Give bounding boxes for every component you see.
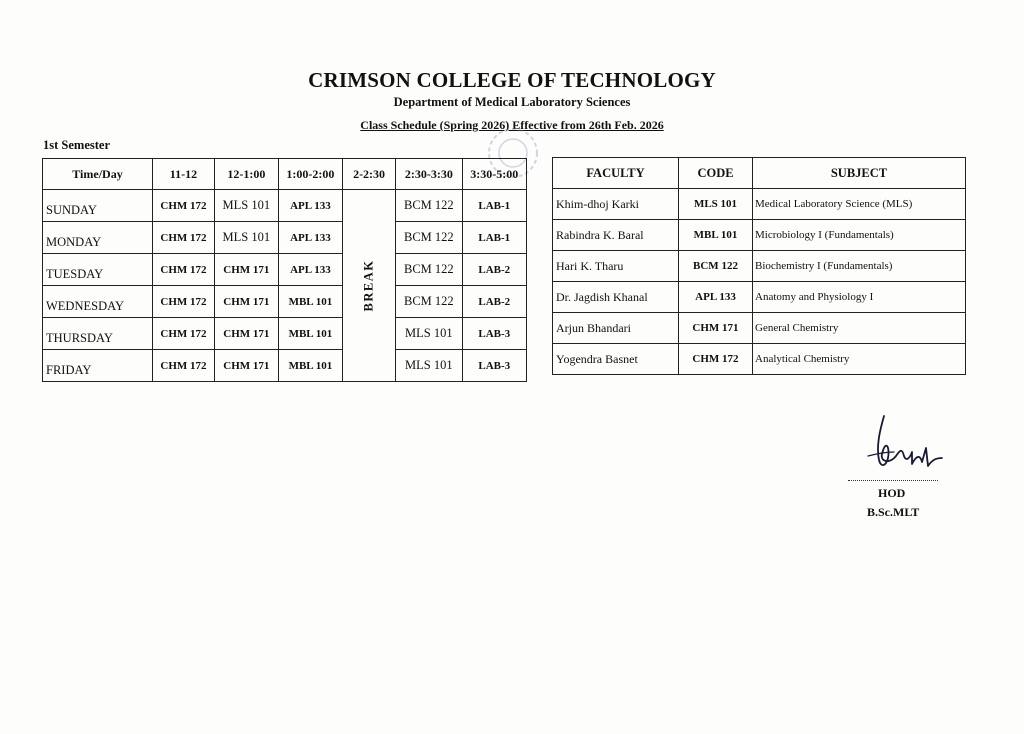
- table-row: [43, 350, 527, 382]
- slot-cell: LAB-2: [462, 286, 526, 318]
- slot-cell: CHM 171: [214, 350, 278, 382]
- slot-cell: CHM 172: [153, 286, 215, 318]
- slot-cell: MLS 101: [396, 350, 463, 382]
- slot-cell: MLS 101: [214, 222, 278, 254]
- day-cell: FRIDAY: [43, 350, 153, 382]
- header-slot-4: 2:30-3:30: [396, 159, 463, 190]
- faculty-cell: Arjun Bhandari: [553, 313, 679, 344]
- subject-cell: Biochemistry I (Fundamentals): [753, 251, 966, 282]
- code-cell: MLS 101: [679, 189, 753, 220]
- slot-cell: MBL 101: [278, 350, 342, 382]
- class-timetable: [42, 158, 527, 382]
- slot-cell: LAB-2: [462, 254, 526, 286]
- header-break: 2-2:30: [343, 159, 396, 190]
- code-cell: APL 133: [679, 282, 753, 313]
- slot-cell: CHM 172: [153, 318, 215, 350]
- program-label: B.Sc.MLT: [867, 505, 920, 519]
- slot-cell: MBL 101: [278, 286, 342, 318]
- hod-label: HOD: [878, 486, 906, 500]
- slot-cell: CHM 171: [214, 254, 278, 286]
- slot-cell: MLS 101: [396, 318, 463, 350]
- semester-label: 1st Semester: [43, 138, 110, 152]
- table-row: [43, 318, 527, 350]
- table-row: [553, 282, 966, 313]
- slot-cell: LAB-3: [462, 350, 526, 382]
- slot-cell: LAB-1: [462, 190, 526, 222]
- faculty-cell: Hari K. Tharu: [553, 251, 679, 282]
- slot-cell: BCM 122: [396, 190, 463, 222]
- slot-cell: LAB-3: [462, 318, 526, 350]
- faculty-cell: Khim-dhoj Karki: [553, 189, 679, 220]
- slot-cell: BCM 122: [396, 222, 463, 254]
- slot-cell: BCM 122: [396, 286, 463, 318]
- day-cell: WEDNESDAY: [43, 286, 153, 318]
- signature-icon: [846, 408, 956, 478]
- code-cell: CHM 172: [679, 344, 753, 375]
- department-name: Department of Medical Laboratory Sciences: [393, 95, 631, 109]
- slot-cell: CHM 171: [214, 318, 278, 350]
- slot-cell: LAB-1: [462, 222, 526, 254]
- subject-cell: Anatomy and Physiology I: [753, 282, 966, 313]
- day-cell: THURSDAY: [43, 318, 153, 350]
- header-slot-3: 1:00-2:00: [278, 159, 342, 190]
- day-cell: TUESDAY: [43, 254, 153, 286]
- table-row: [43, 286, 527, 318]
- subjects-header-row: [553, 158, 966, 189]
- subject-cell: General Chemistry: [753, 313, 966, 344]
- table-row: [43, 190, 527, 222]
- slot-cell: CHM 172: [153, 254, 215, 286]
- table-row: [553, 189, 966, 220]
- subject-cell: Medical Laboratory Science (MLS): [753, 189, 966, 220]
- slot-cell: APL 133: [278, 190, 342, 222]
- schedule-title: Class Schedule (Spring 2026) Effective from 26th Feb. 2026: [360, 118, 664, 132]
- break-label: BREAK: [361, 259, 376, 312]
- code-cell: BCM 122: [679, 251, 753, 282]
- institution-title: CRIMSON COLLEGE OF TECHNOLOGY: [308, 68, 716, 92]
- day-cell: SUNDAY: [43, 190, 153, 222]
- table-row: [553, 313, 966, 344]
- slot-cell: APL 133: [278, 254, 342, 286]
- subject-cell: Microbiology I (Fundamentals): [753, 220, 966, 251]
- slot-cell: CHM 172: [153, 350, 215, 382]
- faculty-cell: Rabindra K. Baral: [553, 220, 679, 251]
- faculty-subject-table: [552, 157, 966, 375]
- header-subject: SUBJECT: [753, 158, 966, 189]
- table-row: [553, 220, 966, 251]
- slot-cell: APL 133: [278, 222, 342, 254]
- break-column: [343, 190, 396, 382]
- signature-line: [848, 480, 938, 481]
- faculty-cell: Yogendra Basnet: [553, 344, 679, 375]
- subject-cell: Analytical Chemistry: [753, 344, 966, 375]
- table-row: [553, 344, 966, 375]
- header-slot-2: 12-1:00: [214, 159, 278, 190]
- timetable-header-row: [43, 159, 527, 190]
- table-row: [43, 222, 527, 254]
- slot-cell: CHM 171: [214, 286, 278, 318]
- slot-cell: CHM 172: [153, 190, 215, 222]
- slot-cell: BCM 122: [396, 254, 463, 286]
- code-cell: MBL 101: [679, 220, 753, 251]
- header-slot-1: 11-12: [153, 159, 215, 190]
- header-slot-5: 3:30-5:00: [462, 159, 526, 190]
- faculty-cell: Dr. Jagdish Khanal: [553, 282, 679, 313]
- slot-cell: CHM 172: [153, 222, 215, 254]
- table-row: [553, 251, 966, 282]
- header-time-day: Time/Day: [43, 159, 153, 190]
- table-row: [43, 254, 527, 286]
- code-cell: CHM 171: [679, 313, 753, 344]
- slot-cell: MBL 101: [278, 318, 342, 350]
- header-faculty: FACULTY: [553, 158, 679, 189]
- header-code: CODE: [679, 158, 753, 189]
- slot-cell: MLS 101: [214, 190, 278, 222]
- day-cell: MONDAY: [43, 222, 153, 254]
